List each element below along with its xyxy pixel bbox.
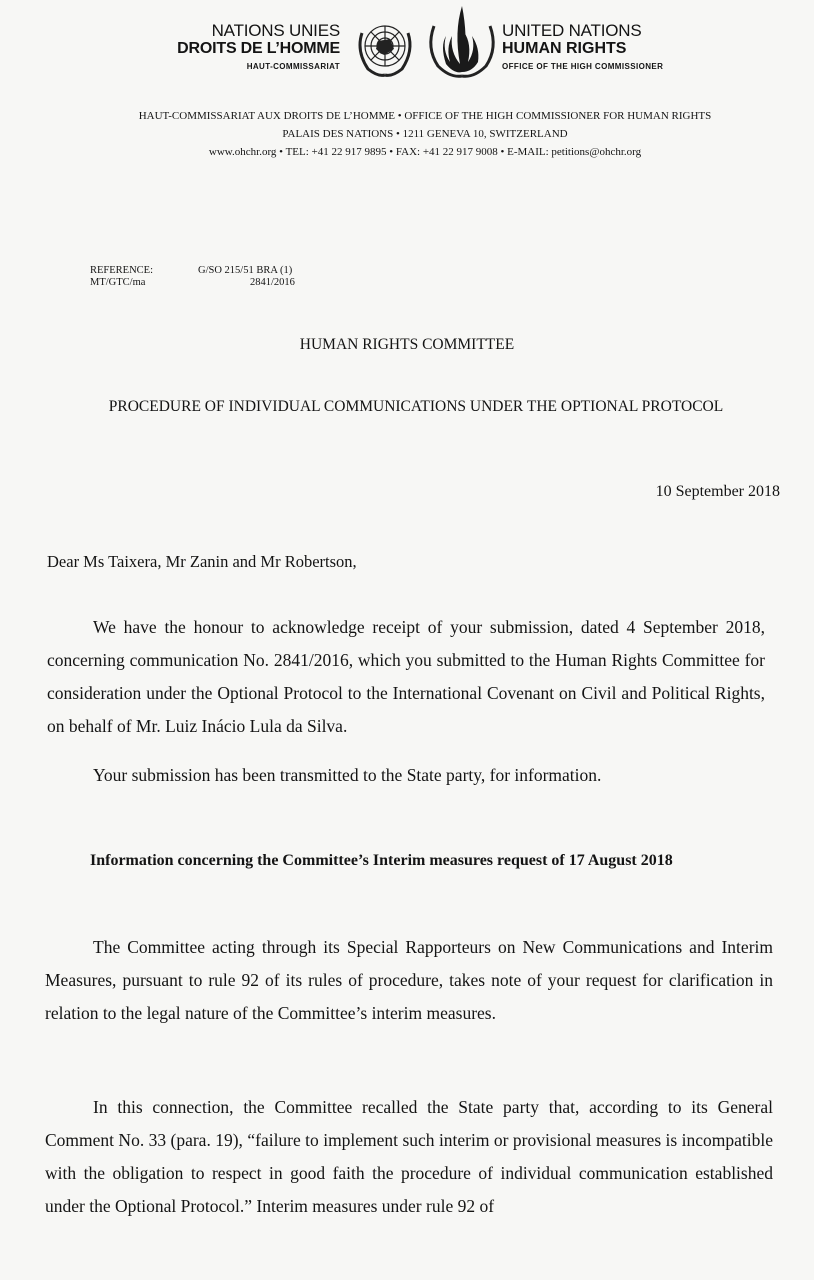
address-line: PALAIS DES NATIONS • 1211 GENEVA 10, SWITZERLAND xyxy=(282,128,568,140)
reference-code: G/SO 215/51 BRA (1) xyxy=(198,265,293,276)
letterhead-line: UNITED NATIONS xyxy=(502,21,642,40)
address-line: HAUT-COMMISSARIAT AUX DROITS DE L’HOMME • OFFICE OF THE HIGH COMMISSIONER FOR HUMAN RIGHTS xyxy=(138,110,712,122)
letterhead-line: HUMAN RIGHTS xyxy=(502,40,627,57)
section-heading: Information concerning the Committee’s Interim measures request of 17 August 2018 xyxy=(90,852,673,869)
letter-date: 10 September 2018 xyxy=(655,483,780,500)
committee-heading: HUMAN RIGHTS COMMITTEE xyxy=(299,336,515,353)
letterhead-french xyxy=(150,22,340,71)
letterhead-english xyxy=(502,22,702,71)
letterhead-line: DROITS DE L’HOMME xyxy=(177,40,340,57)
contact-line: www.ohchr.org • TEL: +41 22 917 9895 • FAX: +41 22 917 9008 • E-MAIL: petitions@ohchr.org xyxy=(208,146,642,158)
letterhead-line: OFFICE OF THE HIGH COMMISSIONER xyxy=(502,62,664,71)
salutation: Dear Ms Taixera, Mr Zanin and Mr Robertson, xyxy=(47,552,357,571)
reference-initials: MT/GTC/ma xyxy=(90,277,146,288)
procedure-heading: PROCEDURE OF INDIVIDUAL COMMUNICATIONS UNDER THE OPTIONAL PROTOCOL xyxy=(108,398,724,415)
paragraph-general-comment: In this connection, the Committee recalled the State party that, according to its General Comment No. 33 (para. 19), “failure to implement such interim or provisional measures is incompatible with the obligation to respect in good faith the procedure of individual communication established under the Optional Protocol.” Interim measures under rule 92 of xyxy=(45,1097,773,1216)
un-emblem-icon xyxy=(352,15,418,81)
paragraph-acknowledgement: We have the honour to acknowledge receipt of your submission, dated 4 September 2018, concerning communication No. 2841/2016, which you submitted to the Human Rights Committee for consideration under the Optional Protocol to the International Covenant on Civil and Political Rights, on behalf of Mr. Luiz Inácio Lula da Silva. xyxy=(47,617,765,736)
paragraph-transmission: Your submission has been transmitted to the State party, for information. xyxy=(93,765,602,785)
letterhead-line: NATIONS UNIES xyxy=(211,21,340,40)
reference-number: 2841/2016 xyxy=(250,277,295,288)
paragraph-interim-measures: The Committee acting through its Special Rapporteurs on New Communications and Interim Measures, pursuant to rule 92 of its rules of procedure, takes note of your request for clarification in relation to the legal nature of the Committee’s interim measures. xyxy=(45,937,773,1023)
human-rights-flame-icon xyxy=(424,2,500,82)
reference-label: REFERENCE: xyxy=(90,265,154,276)
letterhead-line: HAUT-COMMISSARIAT xyxy=(246,62,340,71)
